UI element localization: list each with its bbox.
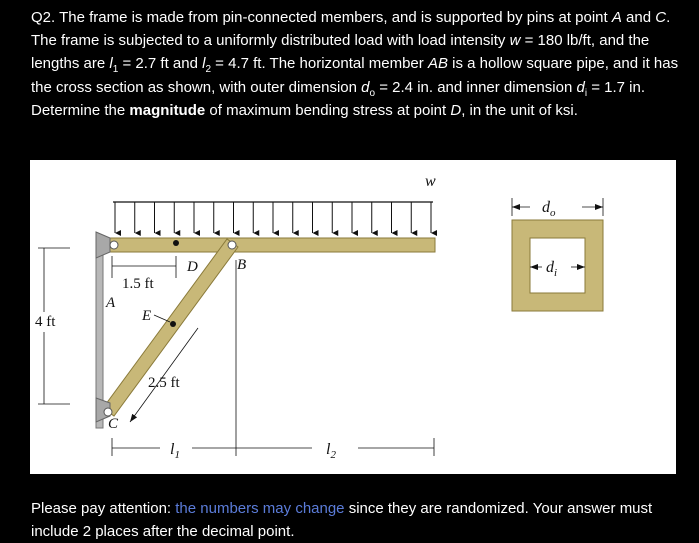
pin-d [228, 241, 236, 249]
l2-subscript: 2 [205, 64, 212, 76]
di-value: = 1.7 in. Determine the [31, 78, 646, 119]
dim-4-label: 4 ft [35, 314, 56, 330]
do-subscript: o [369, 87, 376, 99]
point-d-ref: D [450, 101, 462, 119]
l2-value: = 4.7 ft. The horizontal member [211, 55, 428, 73]
label-l1: $l_1$ [170, 441, 180, 461]
label-d: D [187, 259, 198, 275]
di-symbol: d [576, 78, 585, 96]
label-c: C [108, 416, 119, 432]
question-text [31, 6, 681, 122]
do-symbol: d [361, 78, 370, 96]
point-c-ref: C [655, 9, 667, 26]
label-w: w [425, 173, 436, 190]
frame-diagram [30, 160, 676, 474]
pin-a [110, 241, 118, 249]
label-do: $d_o$ [542, 199, 556, 219]
point-marker-top [173, 240, 179, 246]
member-ab [110, 238, 435, 252]
e-leader [154, 315, 170, 322]
question-stress-text: of maximum bending stress at point [205, 101, 451, 119]
point-a-ref: A [611, 9, 622, 26]
footer-note [31, 497, 681, 543]
question-end: , in the unit of ksi. [461, 101, 578, 119]
question-section-text: is a hollow square pipe, and it has the cross section as shown, with outer dimension [31, 55, 679, 96]
footer-accent: the numbers may change [175, 500, 345, 517]
load-arrows [115, 202, 431, 233]
dim-25-label: 2.5 ft [148, 375, 180, 391]
support-a [96, 232, 110, 258]
magnitude-bold: magnitude [129, 101, 206, 119]
label-di: $d_i$ [546, 259, 558, 279]
l1-subscript: 1 [112, 64, 119, 76]
label-b: B [237, 257, 247, 273]
label-e: E [142, 308, 152, 324]
l1-value: = 2.7 ft and [118, 55, 203, 73]
l1-symbol: l [109, 55, 113, 73]
question-prefix: Q2. The frame is made from pin-connected members, and is supported by pins at point [31, 9, 612, 26]
dim-15-label: 1.5 ft [122, 276, 154, 292]
di-subscript: i [584, 87, 588, 99]
member-ab-ref: AB [427, 55, 448, 73]
w-symbol: w [509, 32, 521, 50]
label-a: A [106, 295, 116, 311]
cross-section-inner [530, 238, 585, 293]
question-and: and [621, 9, 656, 26]
do-value: = 2.4 in. and inner dimension [375, 78, 577, 96]
point-e-marker [170, 321, 176, 327]
label-l2: $l_2$ [326, 441, 336, 461]
footer-tail: since they are randomized. Your answer must include 2 places after the decimal point. [31, 500, 653, 541]
pin-c [104, 408, 112, 416]
frame-figure [30, 160, 676, 474]
l2-symbol: l [202, 55, 206, 73]
footer-lead: Please pay attention: [31, 500, 176, 517]
question-load-text: . The frame is subjected to a uniformly distributed load with load intensity [31, 9, 671, 50]
w-value: = 180 lb/ft, and the lengths are [31, 32, 650, 73]
